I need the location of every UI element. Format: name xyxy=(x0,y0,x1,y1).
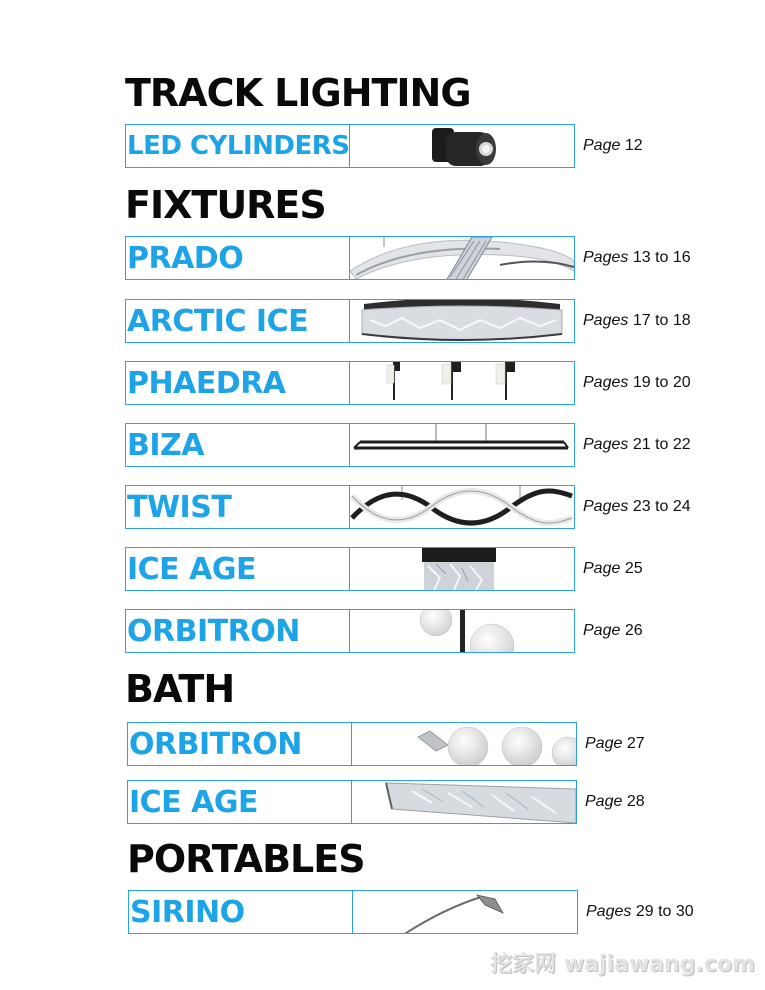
catalog-row-orbitron[interactable] xyxy=(125,609,643,653)
page-reference: Pages 19 to 20 xyxy=(583,374,691,391)
product-name-box xyxy=(125,423,351,467)
twisted-ribbon-pendant-icon xyxy=(349,485,575,529)
catalog-row-twist[interactable] xyxy=(125,485,691,529)
product-name-box xyxy=(128,890,354,934)
arc-floor-lamp-icon xyxy=(352,890,578,934)
linear-pendant-icon xyxy=(349,423,575,467)
product-name: ICE AGE xyxy=(129,784,258,820)
catalog-row-orbitron-bath[interactable] xyxy=(127,722,645,766)
ice-vanity-light-icon xyxy=(351,780,577,824)
product-name: LED CYLINDERS xyxy=(127,131,350,161)
globe-pendant-icon xyxy=(349,609,575,653)
page-reference: Pages 21 to 22 xyxy=(583,436,691,453)
page-reference: Page 12 xyxy=(583,137,643,154)
product-name: ARCTIC ICE xyxy=(127,303,309,339)
page-reference: Page 28 xyxy=(585,793,645,810)
product-name: ORBITRON xyxy=(127,613,300,649)
catalog-row-prado[interactable] xyxy=(125,236,691,280)
ice-block-pendant-icon xyxy=(349,547,575,591)
catalog-row-ice-age[interactable] xyxy=(125,547,643,591)
product-name: PRADO xyxy=(127,240,244,276)
pendant-trio-icon xyxy=(349,361,575,405)
page-reference: Pages 13 to 16 xyxy=(583,249,691,266)
product-name-box xyxy=(125,124,351,168)
section-heading-track-lighting: TRACK LIGHTING xyxy=(125,71,471,115)
ice-ring-chandelier-icon xyxy=(349,299,575,343)
product-name-box xyxy=(125,485,351,529)
crystal-ring-chandelier-icon xyxy=(349,236,575,280)
section-heading-portables: PORTABLES xyxy=(127,837,365,881)
catalog-row-phaedra[interactable] xyxy=(125,361,691,405)
product-name-box xyxy=(125,361,351,405)
page-reference: Pages 17 to 18 xyxy=(583,312,691,329)
product-name: SIRINO xyxy=(130,894,245,930)
page-reference: Page 25 xyxy=(583,560,643,577)
product-name-box xyxy=(125,236,351,280)
catalog-row-biza[interactable] xyxy=(125,423,691,467)
catalog-row-arctic-ice[interactable] xyxy=(125,299,691,343)
product-name-box xyxy=(127,722,353,766)
product-name: ORBITRON xyxy=(129,726,302,762)
catalog-row-ice-age-bath[interactable] xyxy=(127,780,645,824)
page-reference: Page 26 xyxy=(583,622,643,639)
led-cylinder-track-light-icon xyxy=(349,124,575,168)
catalog-row-led-cylinders[interactable] xyxy=(125,124,643,168)
section-heading-fixtures: FIXTURES xyxy=(125,183,326,227)
catalog-row-sirino[interactable] xyxy=(128,890,694,934)
product-name-box xyxy=(127,780,353,824)
page-reference: Pages 29 to 30 xyxy=(586,903,694,920)
product-name-box xyxy=(125,609,351,653)
product-name-box xyxy=(125,547,351,591)
page-reference: Page 27 xyxy=(585,735,645,752)
product-name: PHAEDRA xyxy=(127,365,286,401)
product-name-box xyxy=(125,299,351,343)
section-heading-bath: BATH xyxy=(125,667,235,711)
product-name: BIZA xyxy=(127,427,204,463)
product-name: ICE AGE xyxy=(127,551,256,587)
globe-vanity-light-icon xyxy=(351,722,577,766)
product-name: TWIST xyxy=(127,489,232,525)
page-reference: Pages 23 to 24 xyxy=(583,498,691,515)
watermark: 挖家网 wajiawang.com xyxy=(490,952,755,977)
